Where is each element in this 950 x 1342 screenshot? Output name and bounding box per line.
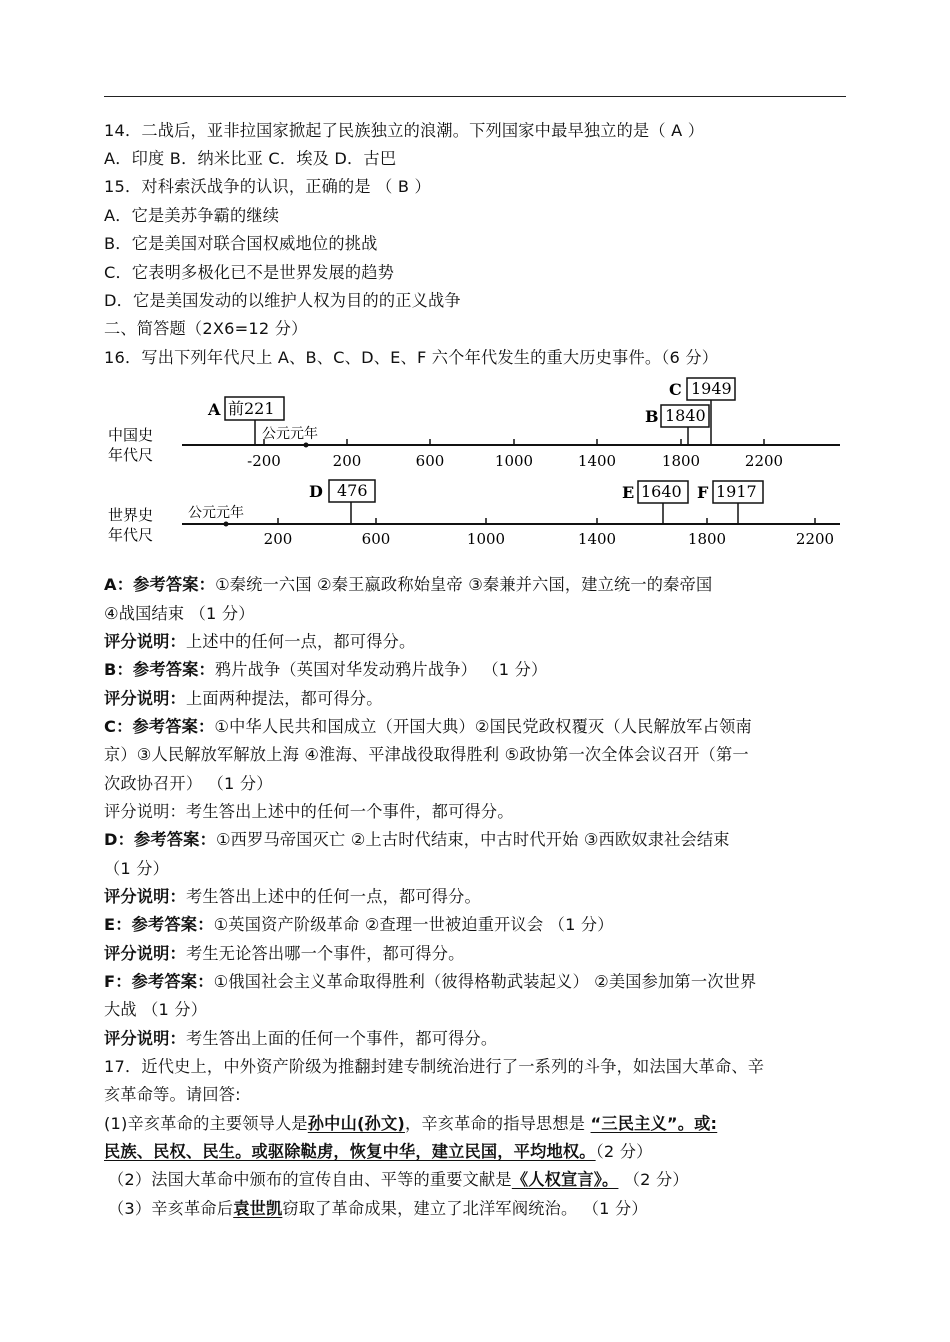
q17-part2-prefix: （2）法国大革命中颁布的宣传自由、平等的重要文献是 xyxy=(108,1170,512,1189)
answer-d-line1 xyxy=(104,829,849,851)
marker-b-value: 1840 xyxy=(665,406,706,425)
answer-e-note xyxy=(104,943,849,965)
marker-d-letter: D xyxy=(309,482,323,501)
answer-f-line1 xyxy=(104,971,849,993)
marker-e-letter: E xyxy=(622,483,635,502)
q17-part1-line2 xyxy=(104,1141,849,1163)
answer-b-note xyxy=(104,688,849,710)
china-epoch-label: 公元元年 xyxy=(262,426,318,442)
answer-e-text: ①英国资产阶级革命 ②查理一世被迫重开议会 （1 分） xyxy=(213,915,614,934)
world-tick-label-4: 1800 xyxy=(687,530,727,548)
q15-option-a: A．它是美苏争霸的继续 xyxy=(104,206,280,225)
answer-d-line2: （1 分） xyxy=(104,859,170,878)
q17-part2 xyxy=(108,1169,853,1191)
q17-part3-prefix: （3）辛亥革命后 xyxy=(108,1199,234,1218)
answer-e-note-label: 评分说明： xyxy=(104,944,186,963)
answer-e-line1 xyxy=(104,914,849,936)
china-tick-label-6: 2200 xyxy=(744,452,784,470)
q14-stem: 14．二战后，亚非拉国家掀起了民族独立的浪潮。下列国家中最早独立的是（ A ） xyxy=(104,121,705,140)
china-tick-label-1: 200 xyxy=(332,452,362,470)
world-tick-label-2: 1000 xyxy=(466,530,506,548)
answer-a-text: ①秦统一六国 ②秦王嬴政称始皇帝 ③秦兼并六国，建立统一的秦帝国 xyxy=(215,575,713,594)
marker-e-value: 1640 xyxy=(641,482,682,501)
marker-f-letter: F xyxy=(697,483,709,502)
china-axis-label-2: 年代尺 xyxy=(108,446,154,464)
world-tick-label-3: 1400 xyxy=(577,530,617,548)
section-heading: 二、简答题（2X6=12 分） xyxy=(104,319,308,338)
q17-part1-answer-ideology-cont: 民族、民权、民生。或驱除鞑虏，恢复中华，建立民国，平均地权。 xyxy=(104,1142,596,1161)
china-tick-label-3: 1000 xyxy=(494,452,534,470)
answer-f-note xyxy=(104,1028,849,1050)
answer-f-label: F：参考答案： xyxy=(104,972,214,991)
answer-b-label: B：参考答案： xyxy=(104,660,215,679)
q15-option-b: B．它是美国对联合国权威地位的挑战 xyxy=(104,234,378,253)
marker-c-value: 1949 xyxy=(691,379,732,398)
header-rule xyxy=(104,96,846,97)
q15-stem: 15．对科索沃战争的认识，正确的是 （ B ） xyxy=(104,177,431,196)
q15-option-d: D．它是美国发动的以维护人权为目的的正义战争 xyxy=(104,291,461,310)
q17-part3-score: （1 分） xyxy=(582,1199,648,1218)
q17-part2-answer: 《人权宣言》。 xyxy=(511,1170,619,1189)
answer-f-text: ①俄国社会主义革命取得胜利（彼得格勒武装起义） ②美国参加第一次世界 xyxy=(213,972,757,991)
q17-part2-score: （2 分） xyxy=(623,1170,689,1189)
answer-a-note-label: 评分说明： xyxy=(104,632,186,651)
q16-stem: 16．写出下列年代尺上 A、B、C、D、E、F 六个年代发生的重大历史事件。（6 分） xyxy=(104,348,719,367)
q17-part3 xyxy=(108,1198,853,1220)
q15-option-c: C．它表明多极化已不是世界发展的趋势 xyxy=(104,263,395,282)
q17-part1-answer-leader: 孙中山(孙文) xyxy=(307,1114,405,1133)
world-axis-label-1: 世界史 xyxy=(108,506,154,524)
china-tick-label-5: 1800 xyxy=(661,452,701,470)
q17-part1-line1 xyxy=(104,1113,849,1135)
answer-a-line1 xyxy=(104,574,849,596)
world-epoch-dot xyxy=(224,522,229,527)
answer-c-line3: 次政协召开） （1 分） xyxy=(104,774,273,793)
answer-d-note xyxy=(104,886,849,908)
q17-part3-suffix: 窃取了革命成果，建立了北洋军阀统治。 xyxy=(282,1199,578,1218)
q17-stem-line2: 亥革命等。请回答: xyxy=(104,1085,241,1104)
answer-f-line2: 大战 （1 分） xyxy=(104,1000,208,1019)
marker-f-value: 1917 xyxy=(716,482,757,501)
world-tick-label-0: 200 xyxy=(263,530,293,548)
china-axis-label-1: 中国史 xyxy=(108,426,154,444)
answer-f-note-text: 考生答出上面的任何一个事件，都可得分。 xyxy=(185,1029,498,1048)
q17-part1-prefix: (1)辛亥革命的主要领导人是 xyxy=(104,1114,308,1133)
world-tick-label-5: 2200 xyxy=(795,530,835,548)
q17-stem-line1: 17．近代史上，中外资产阶级为推翻封建专制统治进行了一系列的斗争，如法国大革命、辛 xyxy=(104,1057,765,1076)
marker-c-letter: C xyxy=(669,380,682,399)
answer-b-line1 xyxy=(104,659,849,681)
china-tick-label-0: -200 xyxy=(247,452,281,470)
world-axis-label-2: 年代尺 xyxy=(108,526,154,544)
answer-a-note-text: 上述中的任何一点，都可得分。 xyxy=(185,632,416,651)
q14-options: A．印度 B．纳米比亚 C．埃及 D．古巴 xyxy=(104,149,397,168)
q17-part1-answer-ideology: “三民主义”。或: xyxy=(590,1114,718,1133)
marker-d-value: 476 xyxy=(337,481,368,500)
answer-b-note-text: 上面两种提法，都可得分。 xyxy=(185,689,383,708)
answer-a-note xyxy=(104,631,849,653)
answer-b-text: 鸦片战争（英国对华发动鸦片战争） （1 分） xyxy=(214,660,548,679)
answer-d-note-text: 考生答出上述中的任何一点，都可得分。 xyxy=(185,887,481,906)
world-epoch-label: 公元元年 xyxy=(188,505,244,521)
answer-c-line1 xyxy=(104,716,849,738)
marker-a-letter: A xyxy=(208,400,221,419)
answer-d-note-label: 评分说明： xyxy=(104,887,186,906)
q17-part1-middle: ，辛亥革命的指导思想是 xyxy=(404,1114,591,1133)
q17-part3-answer: 袁世凯 xyxy=(233,1199,283,1218)
answer-e-note-text: 考生无论答出哪一个事件，都可得分。 xyxy=(185,944,465,963)
marker-a-value: 前221 xyxy=(228,399,275,418)
answer-a-label: A：参考答案： xyxy=(104,575,216,594)
answer-e-label: E：参考答案： xyxy=(104,915,214,934)
answer-c-text: ①中华人民共和国成立（开国大典）②国民党政权覆灭（人民解放军占领南 xyxy=(214,717,752,736)
answer-c-label: C：参考答案： xyxy=(104,717,215,736)
china-tick-label-2: 600 xyxy=(415,452,445,470)
answer-c-line2: 京）③人民解放军解放上海 ④淮海、平津战役取得胜利 ⑤政协第一次全体会议召开（第一 xyxy=(104,745,749,764)
answer-d-label: D：参考答案： xyxy=(104,830,216,849)
answer-d-text: ①西罗马帝国灭亡 ②上古时代结束，中古时代开始 ③西欧奴隶社会结束 xyxy=(215,830,730,849)
answer-f-note-label: 评分说明： xyxy=(104,1029,186,1048)
answer-b-note-label: 评分说明： xyxy=(104,689,186,708)
china-tick-label-4: 1400 xyxy=(577,452,617,470)
china-epoch-dot xyxy=(304,443,309,448)
timeline-figure xyxy=(104,374,844,550)
q17-part1-score: （2 分） xyxy=(595,1142,653,1161)
answer-c-note: 评分说明：考生答出上述中的任何一个事件，都可得分。 xyxy=(104,802,514,821)
marker-b-letter: B xyxy=(645,407,659,426)
answer-a-line2: ④战国结束 （1 分） xyxy=(104,604,255,623)
world-tick-label-1: 600 xyxy=(361,530,391,548)
